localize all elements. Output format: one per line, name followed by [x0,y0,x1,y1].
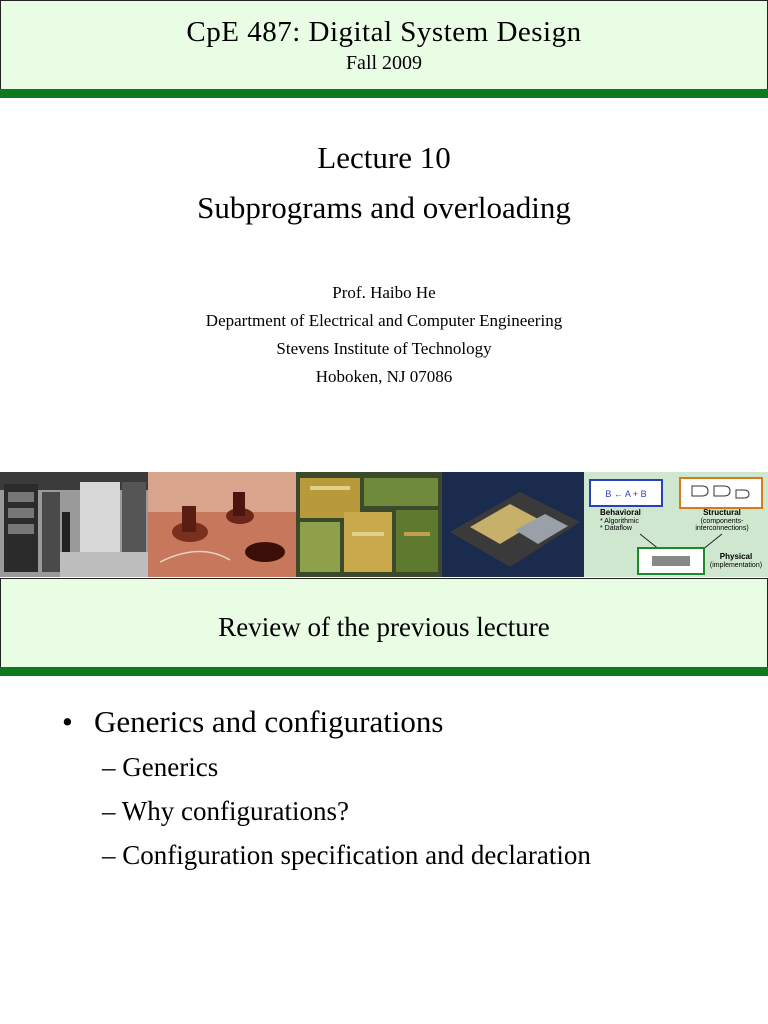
structural-sub-1: (components- [700,518,744,525]
physical-label: Physical [719,552,753,561]
behavioral-box-text: B ← A + B [605,489,647,499]
chip-die-photo [296,472,442,577]
review-title: Review of the previous lecture [218,612,550,642]
behavioral-item-2: * Dataflow [600,525,632,532]
author-department: Department of Electrical and Computer Engineering [205,311,563,330]
processor-photo [442,472,584,577]
relay-photo [148,472,296,577]
behavioral-label: Behavioral [600,508,641,517]
lecture-title: Subprograms and overloading [197,190,571,225]
bullet-main-text: Generics and configurations [94,704,444,739]
term-label: Fall 2009 [345,52,423,74]
structural-label: Structural [703,508,741,517]
lecture-number: Lecture 10 [317,140,451,175]
sub-item-why-configurations: – Why configurations? [102,796,349,826]
author-location: Hoboken, NJ 07086 [315,367,453,386]
bullet-marker: • [62,704,73,739]
course-title: CpE 487: Digital System Design [186,16,582,48]
sub-item-configuration-spec: – Configuration specification and declaration [102,840,591,870]
sub-item-generics: – Generics [102,752,219,782]
author-institution: Stevens Institute of Technology [276,339,492,358]
design-domain-diagram [584,472,768,577]
behavioral-item-1: * Algorithmic [600,518,639,525]
author-name: Prof. Haibo He [332,283,436,302]
header-accent-bar [0,89,768,98]
physical-sub: (implementation) [709,562,763,569]
computer-room-photo [0,472,148,577]
bullet-main [62,704,444,740]
review-accent-bar [0,667,768,676]
structural-sub-2: interconnections) [695,525,749,532]
image-banner [0,472,768,577]
